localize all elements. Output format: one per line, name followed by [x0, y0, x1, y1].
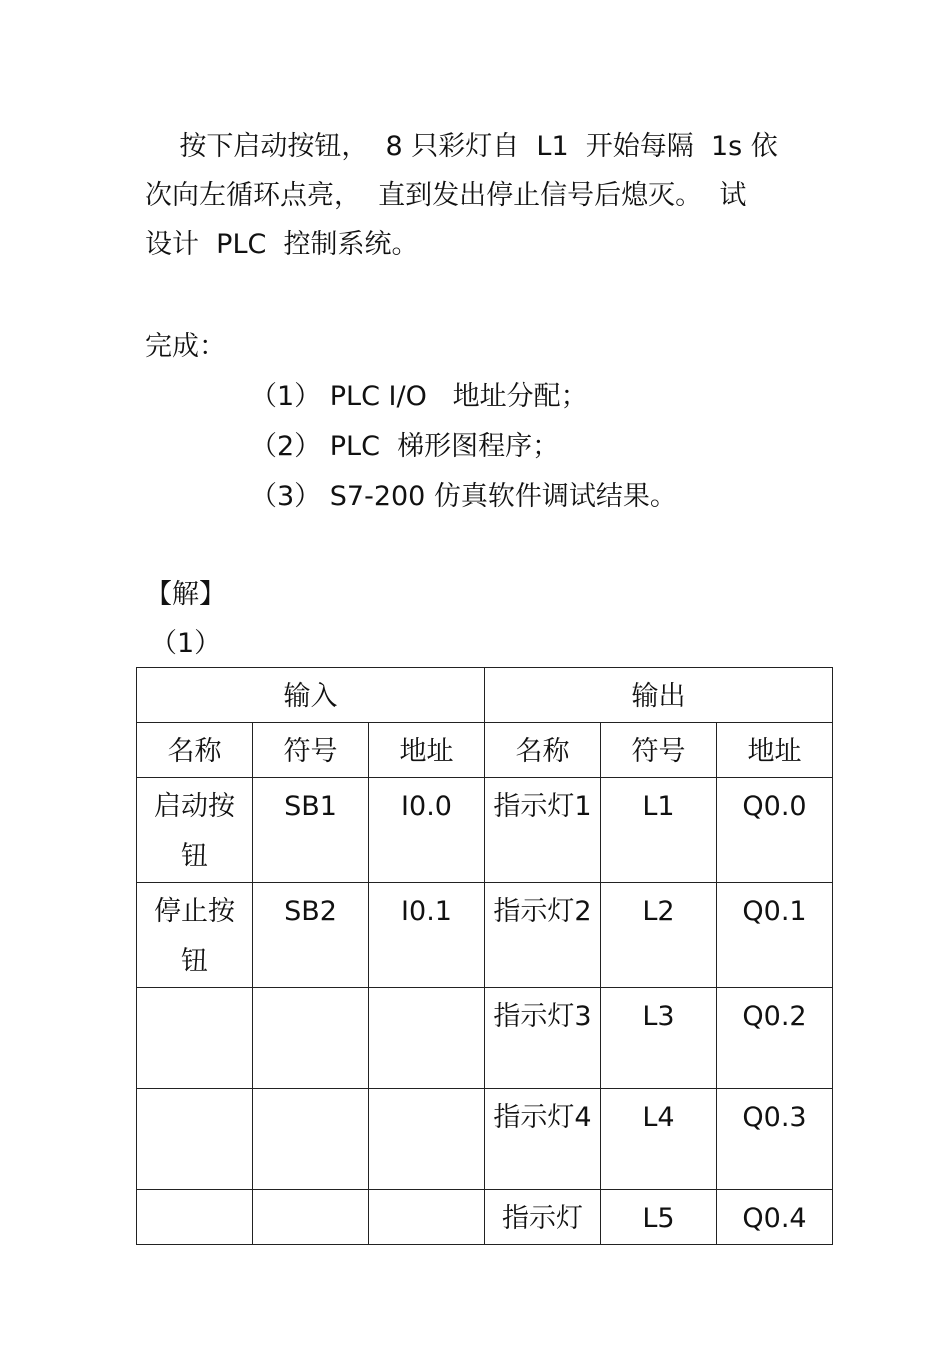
column-header: 符号	[601, 723, 717, 778]
input-symbol-cell	[253, 1089, 369, 1190]
output-address-cell: Q0.4	[717, 1190, 833, 1245]
requirement-item: （3） S7-200 仿真软件调试结果。	[250, 481, 677, 512]
table-group-header-row	[137, 668, 833, 723]
input-address-cell: I0.0	[369, 778, 485, 883]
input-group-header: 输入	[137, 668, 485, 723]
table-row	[137, 778, 833, 883]
input-address-cell: I0.1	[369, 883, 485, 988]
output-name-cell: 指示灯3	[485, 988, 601, 1089]
problem-line-3: 设计 PLC 控制系统。	[145, 229, 419, 260]
output-symbol-cell: L5	[601, 1190, 717, 1245]
column-header: 名称	[485, 723, 601, 778]
output-address-cell: Q0.0	[717, 778, 833, 883]
output-symbol-cell: L2	[601, 883, 717, 988]
io-address-table	[136, 667, 833, 1245]
requirement-item: （2） PLC 梯形图程序；	[250, 431, 560, 462]
input-address-cell	[369, 988, 485, 1089]
input-name-cell	[137, 1190, 253, 1245]
table-row	[137, 988, 833, 1089]
problem-line-1: 按下启动按钮， 8 只彩灯自 L1 开始每隔 1s 依	[145, 131, 778, 162]
column-header: 名称	[137, 723, 253, 778]
output-address-cell: Q0.2	[717, 988, 833, 1089]
output-symbol-cell: L4	[601, 1089, 717, 1190]
input-symbol-cell: SB1	[253, 778, 369, 883]
output-address-cell: Q0.1	[717, 883, 833, 988]
output-name-cell: 指示灯1	[485, 778, 601, 883]
input-name-cell	[137, 988, 253, 1089]
output-address-cell: Q0.3	[717, 1089, 833, 1190]
table-column-header-row	[137, 723, 833, 778]
input-symbol-cell: SB2	[253, 883, 369, 988]
output-name-cell: 指示灯4	[485, 1089, 601, 1190]
solution-part-number: （1）	[150, 628, 222, 659]
requirements-heading: 完成：	[145, 331, 226, 362]
table-row	[137, 1190, 833, 1245]
input-name-cell: 停止按钮	[137, 883, 253, 988]
input-symbol-cell	[253, 1190, 369, 1245]
solution-label: 【解】	[145, 579, 226, 610]
output-symbol-cell: L3	[601, 988, 717, 1089]
input-name-cell	[137, 1089, 253, 1190]
problem-line-2: 次向左循环点亮， 直到发出停止信号后熄灭。 试	[145, 180, 747, 211]
table-row	[137, 1089, 833, 1190]
input-name-cell: 启动按钮	[137, 778, 253, 883]
output-group-header: 输出	[485, 668, 833, 723]
input-symbol-cell	[253, 988, 369, 1089]
table-row	[137, 883, 833, 988]
requirement-item: （1） PLC I/O 地址分配；	[250, 381, 588, 412]
output-name-cell: 指示灯	[485, 1190, 601, 1245]
input-address-cell	[369, 1190, 485, 1245]
input-address-cell	[369, 1089, 485, 1190]
column-header: 符号	[253, 723, 369, 778]
output-name-cell: 指示灯2	[485, 883, 601, 988]
problem-statement	[145, 122, 810, 269]
column-header: 地址	[717, 723, 833, 778]
output-symbol-cell: L1	[601, 778, 717, 883]
column-header: 地址	[369, 723, 485, 778]
requirements-list	[250, 372, 677, 522]
